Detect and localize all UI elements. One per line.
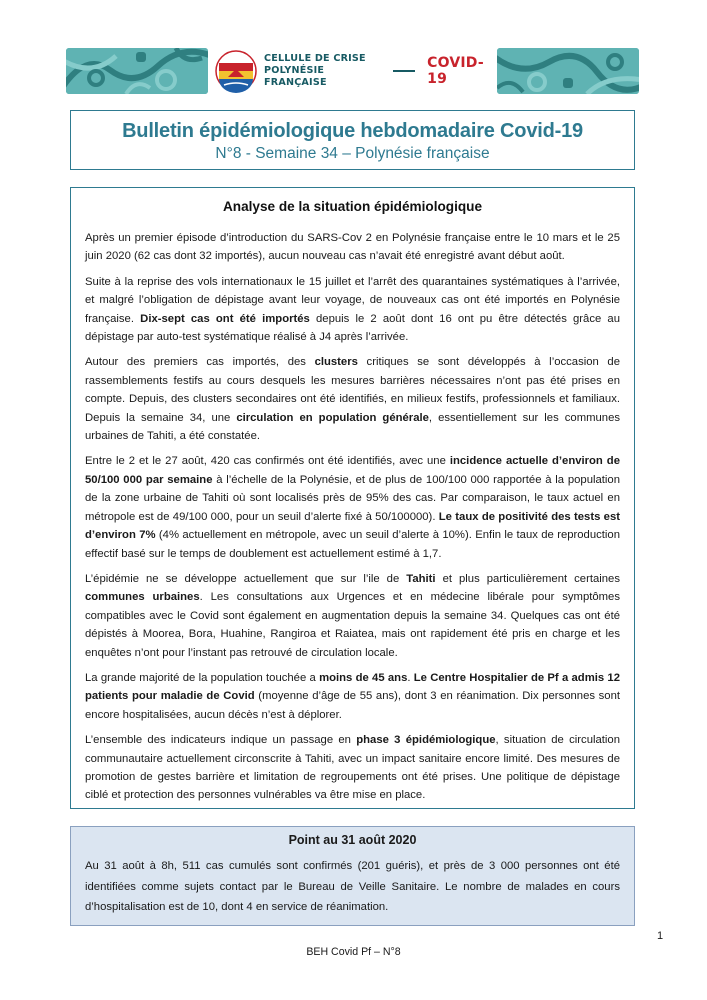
text-run: L’épidémie ne se développe actuellement que sur l’ile de [85, 572, 407, 585]
text-run: , essentiellement sur les communes urbaines de Tahiti, a été constatée. [85, 411, 621, 443]
point-heading: Point au 31 août 2020 [288, 833, 417, 847]
text-run: Autour des premiers cas importés, des [85, 356, 315, 369]
bold-run: Le Centre Hospitalier de Pf a admis 12 patients pour maladie de Covid [85, 671, 620, 703]
bold-run: circulation en population générale [236, 411, 429, 424]
covid-tag: COVID-19 [427, 55, 484, 87]
analysis-paragraph [85, 570, 620, 662]
header-banner [66, 48, 639, 94]
bulletin-title: Bulletin épidémiologique hebdomadaire Covid-19 [122, 120, 583, 142]
organization-name [264, 53, 379, 89]
page-number: 1 [657, 930, 664, 942]
analysis-paragraph [85, 452, 620, 562]
bold-run: incidence actuelle d’environ de 50/100 000 par semaine [85, 455, 620, 486]
bold-run: communes urbaines [85, 591, 200, 604]
status-point-box [70, 826, 635, 926]
analysis-paragraph [85, 731, 620, 805]
text-run: et plus particulièrement certaines [435, 572, 620, 585]
bulletin-title-box [70, 110, 635, 170]
polynesian-pattern-left-icon [66, 48, 208, 94]
text-run: Suite à la reprise des vols internationaux le 15 juillet et l’arrêt des quarantaines systématiques à l’arrivée, et malgré l’obligation de dépistage avant leur voyage, de nouveaux cas ont été importés en Polynésie française. [85, 275, 620, 325]
bold-run: phase 3 épidémiologique [356, 734, 496, 747]
analysis-heading: Analyse de la situation épidémiologique [222, 199, 483, 214]
text-run: L’ensemble des indicateurs indique un passage en [85, 734, 357, 747]
analysis-section [70, 187, 635, 809]
page-footer: BEH Covid Pf – N°8 [306, 946, 401, 958]
bold-run: Tahiti [406, 572, 436, 585]
bold-run: clusters [314, 356, 358, 369]
text-run: La grande majorité de la population touchée a [85, 671, 320, 684]
header-title-area [208, 48, 497, 94]
bold-run: Le taux de positivité des tests est d’environ 7% [85, 510, 620, 542]
text-run: (moyenne d’âge de 55 ans), dont 3 en réanimation. Dix personnes sont encore hospitalisées, aucun décès n’est à déplorer. [85, 690, 620, 721]
text-run: depuis le 2 août dont 16 ont pu être détectés grâce au dépistage par auto-test systématique réalisé à J4 après l’arrivée. [85, 312, 620, 344]
text-run: Après un premier épisode d’introduction du SARS-Cov 2 en Polynésie française entre le 10 mars et le 25 juin 2020 (62 cas dont 32 importés), aucun nouveau cas n’avait été enregistré avant début août. [85, 232, 620, 263]
bold-run: Dix-sept cas ont été importés [140, 312, 310, 325]
coat-of-arms-logo-icon [214, 49, 258, 93]
text-run: à l’échelle de la Polynésie, et de plus de 100/100 000 rapportée à la population de la zone urbaine de Tahiti où sont localisés près de 95% des cas. Par comparaison, le taux actuel en métropole est de 49/100 000, pour un seuil d’alerte fixé à 50/100000). [85, 473, 620, 523]
analysis-paragraph [85, 669, 620, 724]
analysis-paragraph [85, 273, 620, 347]
analysis-body [85, 229, 620, 805]
bulletin-subtitle: N°8 - Semaine 34 – Polynésie française [215, 145, 490, 162]
text-run: . [407, 671, 414, 684]
header-divider [393, 70, 415, 72]
text-run: (4% actuellement en métropole, avec un seuil d’alerte à 10%). Enfin le taux de reproduction effectif basé sur le temps de doublement est actuellement estimé à 1,7. [85, 529, 620, 560]
bold-run: moins de 45 ans [319, 671, 408, 684]
text-run: critiques se sont développés à l’occasion de rassemblements festifs au cours desquels les mesures barrières nécessaires n’ont pas été prises en compte. Depuis, des clusters secondaires ont été identifiés, en milieux festifs, professionnels et familiaux. Depuis la semaine 34, une [85, 356, 621, 424]
analysis-paragraph [85, 229, 620, 266]
text-run: . Les consultations aux Urgences et en médecine libérale pour symptômes compatibles avec le Covid sont également en augmentation depuis la semaine 34. Quelques cas ont été dépistés à Moorea, Bora, Huahine, Rangiroa et Raiatea, mais ont rapidement été pris en charge et les enquêtes n’ont pour l’instant pas retrouvé de circulation locale. [85, 591, 620, 659]
org-line-1: CELLULE DE CRISE [264, 53, 366, 64]
point-text: Au 31 août à 8h, 511 cas cumulés sont confirmés (201 guéris), et près de 3 000 personnes ont été identifiées comme sujets contact par le Bureau de Veille Sanitaire. Le nombre de malades en cours d’hospitalisation est de 10, dont 4 en service de réanimation. [85, 860, 620, 913]
polynesian-pattern-right-icon [497, 48, 639, 94]
text-run: Entre le 2 et le 27 août, 420 cas confirmés ont été identifiés, avec une [85, 455, 450, 468]
text-run: , situation de circulation communautaire actuellement circonscrite à Tahiti, avec un impact sanitaire encore limité. Des mesures de promotion de gestes barrière et limitation de regroupements ont été prises. Une politique de dépistage ciblé et protection des personnes vulnérables va être mise en place. [85, 734, 620, 802]
analysis-paragraph [85, 353, 620, 445]
org-line-2: POLYNÉSIE FRANÇAISE [264, 65, 327, 88]
